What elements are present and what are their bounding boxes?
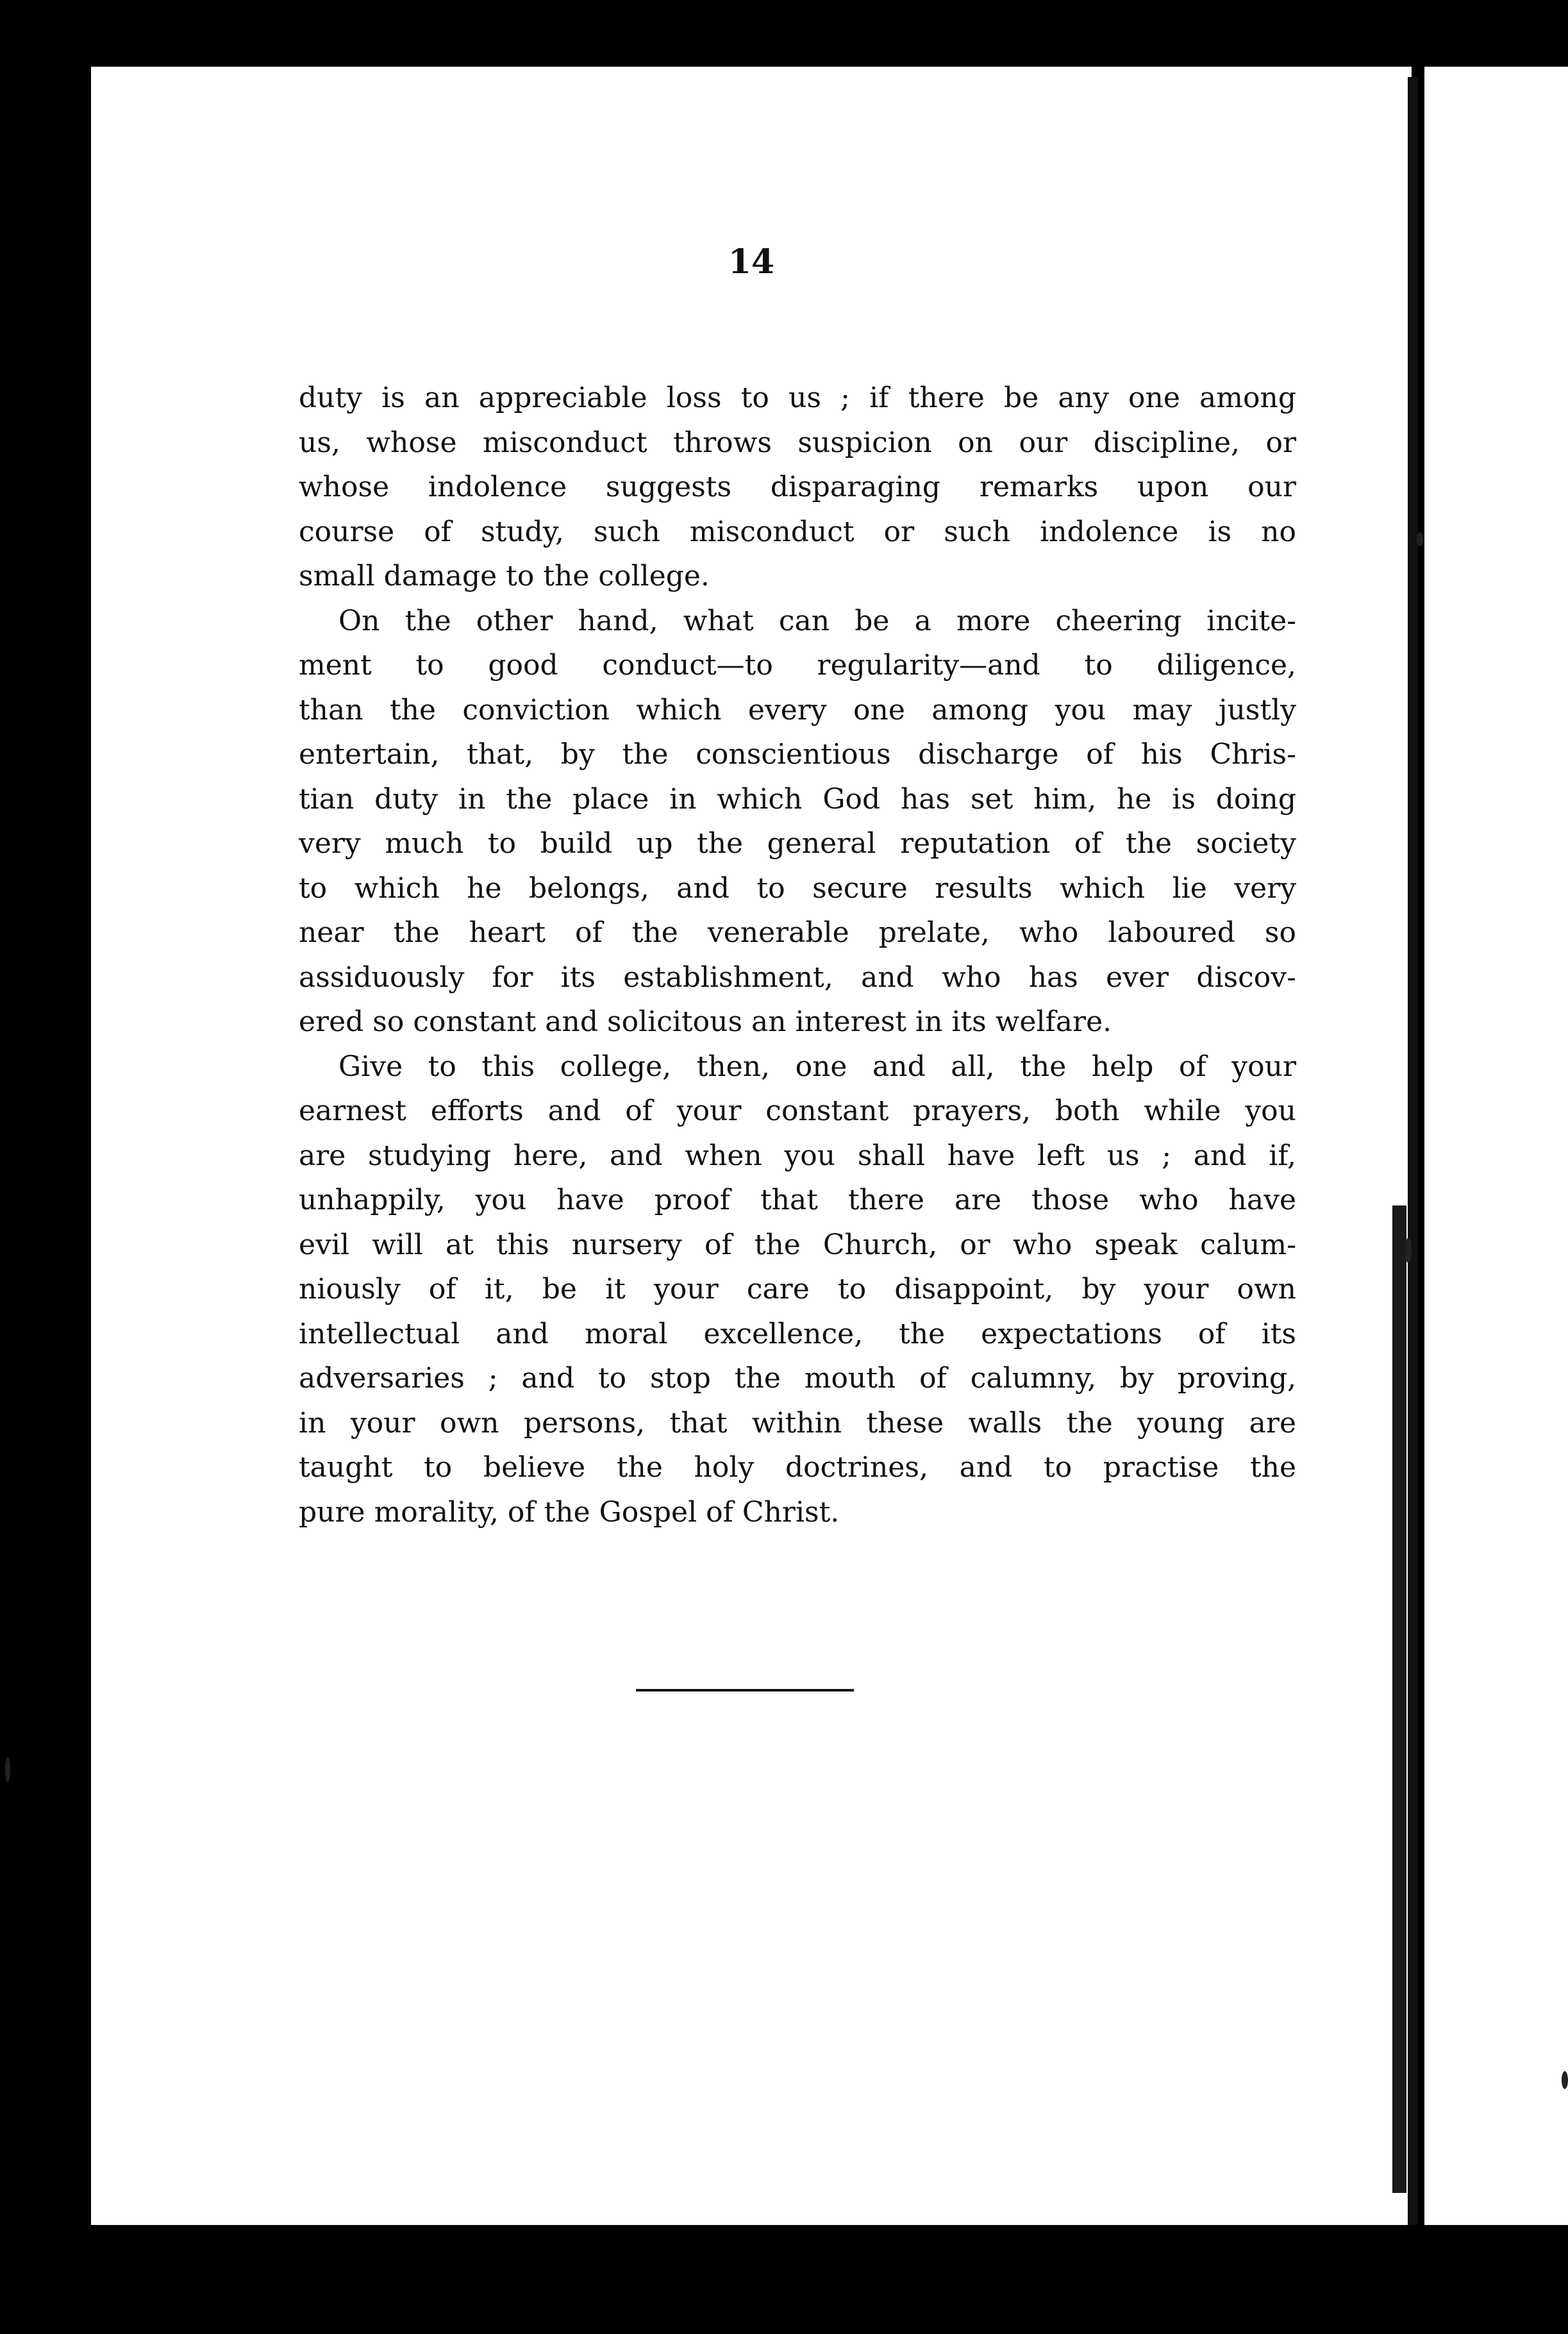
- text-line: ered so constant and solicitous an interest in its welfare.: [299, 1005, 1112, 1038]
- page-gutter-shadow: [1408, 77, 1418, 2225]
- text-line: intellectual and moral excellence, the expectations of its: [299, 1317, 1296, 1350]
- text-line: assiduously for its establishment, and who has ever discov-: [299, 961, 1296, 994]
- text-line: whose indolence suggests disparaging remarks upon our: [299, 471, 1296, 503]
- text-line: than the conviction which every one among you may justly: [299, 693, 1296, 726]
- text-line: evil will at this nursery of the Church, or who speak calum-: [299, 1228, 1296, 1261]
- text-line: unhappily, you have proof that there are those who have: [299, 1184, 1296, 1216]
- text-line: pure morality, of the Gospel of Christ.: [299, 1495, 840, 1529]
- text-line: taught to believe the holy doctrines, and to practise the: [299, 1451, 1296, 1484]
- text-line: duty is an appreciable loss to us ; if there be any one among: [299, 382, 1296, 414]
- text-line: us, whose misconduct throws suspicion on our discipline, or: [299, 426, 1296, 459]
- book-page: [91, 67, 1412, 2225]
- text-line: On the other hand, what can be a more cheering incite-: [338, 604, 1296, 637]
- text-line: entertain, that, by the conscientious discharge of his Chris-: [299, 738, 1296, 771]
- text-line: are studying here, and when you shall have left us ; and if,: [299, 1139, 1296, 1172]
- text-line: in your own persons, that within these walls the young are: [299, 1406, 1296, 1440]
- text-line: very much to build up the general reputation of the society: [299, 827, 1296, 860]
- text-line: to which he belongs, and to secure results which lie very: [299, 871, 1296, 905]
- scan-speck: [1562, 2071, 1568, 2089]
- page-gutter-shadow-lower: [1392, 1205, 1406, 2193]
- scan-speck: [1405, 1238, 1412, 1263]
- adjacent-page-edge: [1424, 67, 1568, 2225]
- text-line: ment to good conduct—to regularity—and to diligence,: [299, 649, 1296, 682]
- text-line: niously of it, be it your care to disappoint, by your own: [299, 1273, 1296, 1306]
- page-number: 14: [728, 242, 775, 281]
- text-line: near the heart of the venerable prelate, who laboured so: [299, 916, 1296, 949]
- text-line: tian duty in the place in which God has set him, he is doing: [299, 782, 1296, 816]
- scan-speck: [1417, 532, 1423, 546]
- section-end-rule: [636, 1689, 854, 1692]
- text-line: course of study, such misconduct or such indolence is no: [299, 515, 1296, 548]
- text-line: earnest efforts and of your constant prayers, both while you: [299, 1095, 1296, 1127]
- text-line: Give to this college, then, one and all, the help of your: [338, 1050, 1296, 1083]
- text-line: adversaries ; and to stop the mouth of calumny, by proving,: [299, 1362, 1296, 1395]
- body-text: [299, 376, 1296, 1534]
- text-line: small damage to the college.: [299, 560, 710, 592]
- scan-speck: [5, 1757, 10, 1783]
